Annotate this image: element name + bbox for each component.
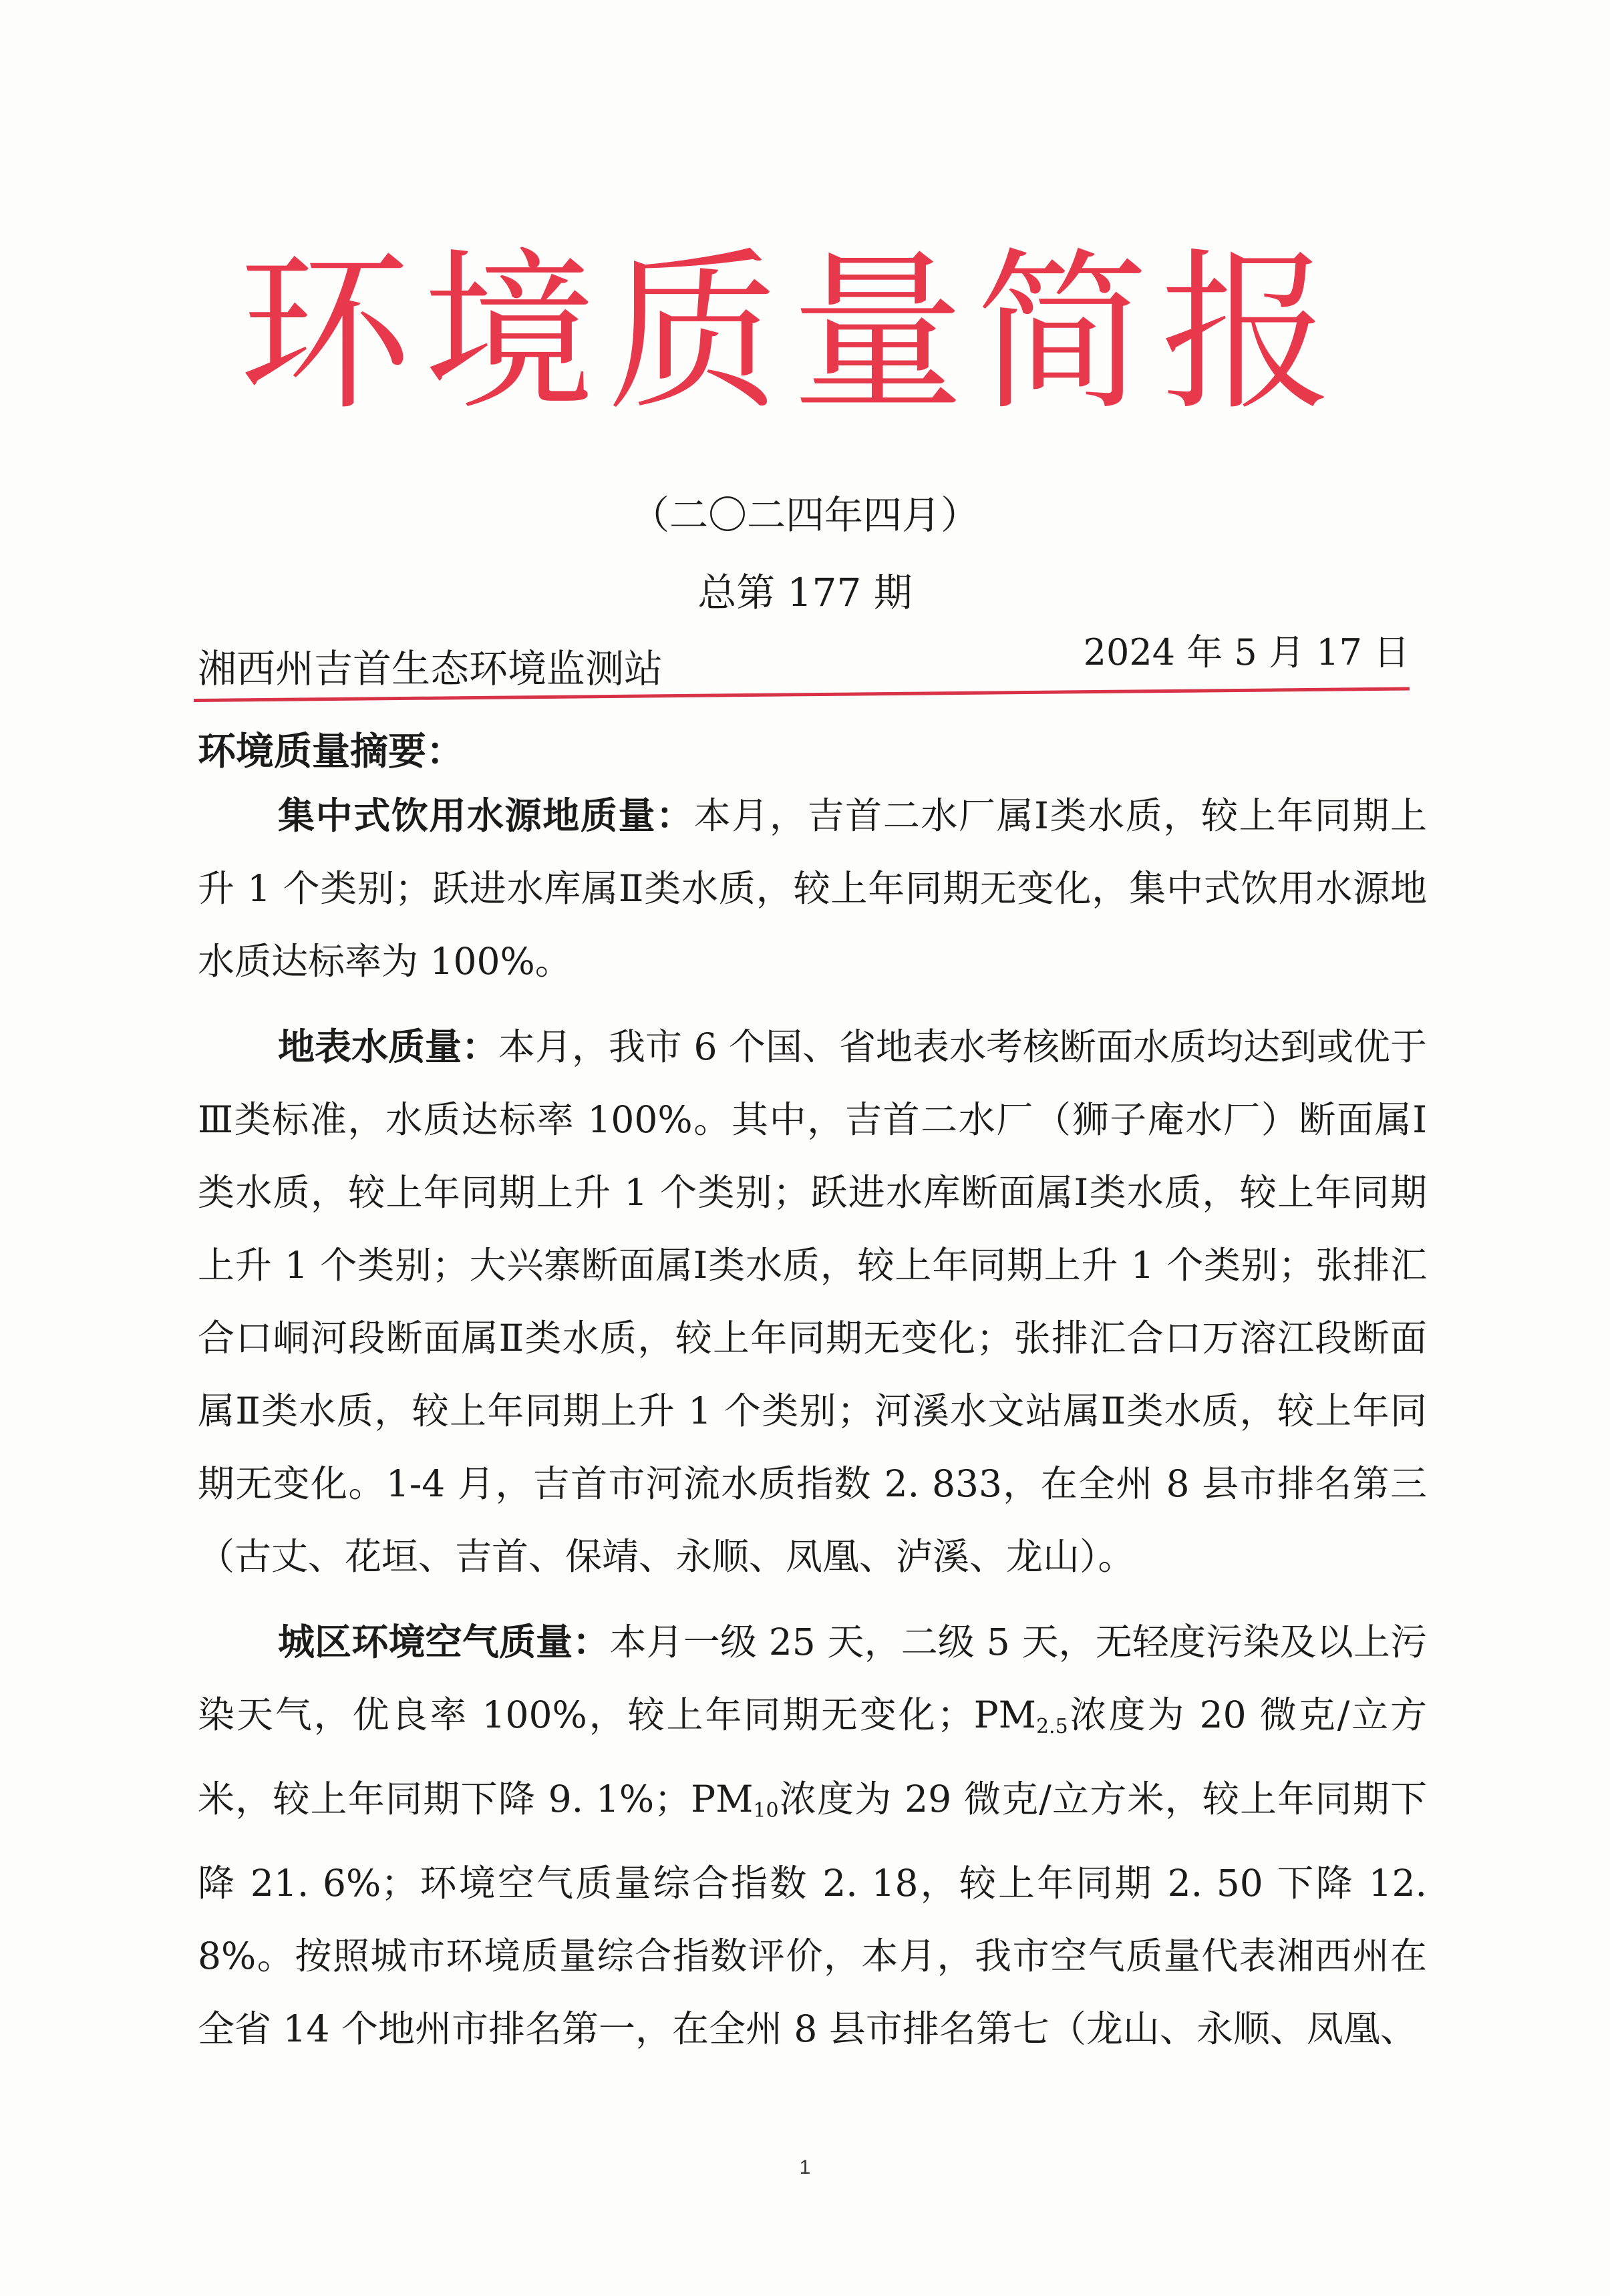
issuing-organization: 湘西州吉首生态环境监测站 [198,646,663,691]
air-quality-heading: 城区环境空气质量： [278,1620,610,1663]
water-source-text: 本月，吉首二水厂属Ⅰ类水质，较上年同期上升 1 个类别；跃进水库属Ⅱ类水质，较上年同期无变化，集中式饮用水源地水质达标率为 100%。 [198,794,1427,983]
air-quality-paragraph [198,1605,1427,2066]
report-title: 环境质量简报 [238,233,1345,434]
issue-date: （二〇二四年四月） [630,492,979,538]
issue-number: 总第 177 期 [697,570,913,615]
pm10-subscript: 10 [753,1799,779,1822]
surface-water-paragraph [198,1010,1427,1593]
pm10-label: PM [691,1778,754,1820]
air-quality-text-1: 本月一级 25 天，二级 5 天，无轻度污染及以上污染天气，优良率 100%，较上年同期无变化； [198,1621,1427,1736]
summary-heading: 环境质量摘要： [198,729,464,774]
publish-date: 2024 年 5 月 17 日 [1083,631,1410,673]
air-quality-text-3: 浓度为 29 微克/立方米，较上年同期下降 21. 6%；环境空气质量综合指数 2. 18，较上年同期 2. 50 下降 12. 8%。按照城市环境质量综合指数评价，本月，我市空气质量代表湘西州在全省 14 个地州市排名第一，在全州 8 县市排名第七（龙山、永顺、凤凰、 [198,1778,1428,2050]
summary-body [198,779,1427,2078]
surface-water-text: 本月，我市 6 个国、省地表水考核断面水质均达到或优于Ⅲ类标准，水质达标率 100%。其中，吉首二水厂（狮子庵水厂）断面属Ⅰ类水质，较上年同期上升 1 个类别；跃进水库断面属Ⅰ类水质，较上年同期上升 1 个类别；大兴寨断面属Ⅰ类水质，较上年同期上升 1 个类别；张排汇合口峒河段断面属Ⅱ类水质，较上年同期无变化；张排汇合口万溶江段断面属Ⅱ类水质，较上年同期上升 1 个类别；河溪水文站属Ⅱ类水质，较上年同期无变化。1-4 月，吉首市河流水质指数 2. 833，在全州 8 县市排名第三（古丈、花垣、吉首、保靖、永顺、凤凰、泸溪、龙山）。 [198,1025,1427,1578]
pm25-label: PM [973,1693,1036,1736]
air-quality-text-2: 浓度为 20 微克/立方米，较上年同期下降 9. 1%； [198,1693,1427,1820]
surface-water-heading: 地表水质量： [278,1025,499,1068]
pm25-subscript: 2.5 [1035,1715,1068,1738]
water-source-heading: 集中式饮用水源地质量： [278,794,694,837]
water-source-paragraph [198,779,1427,998]
page-number: 1 [799,2156,811,2178]
